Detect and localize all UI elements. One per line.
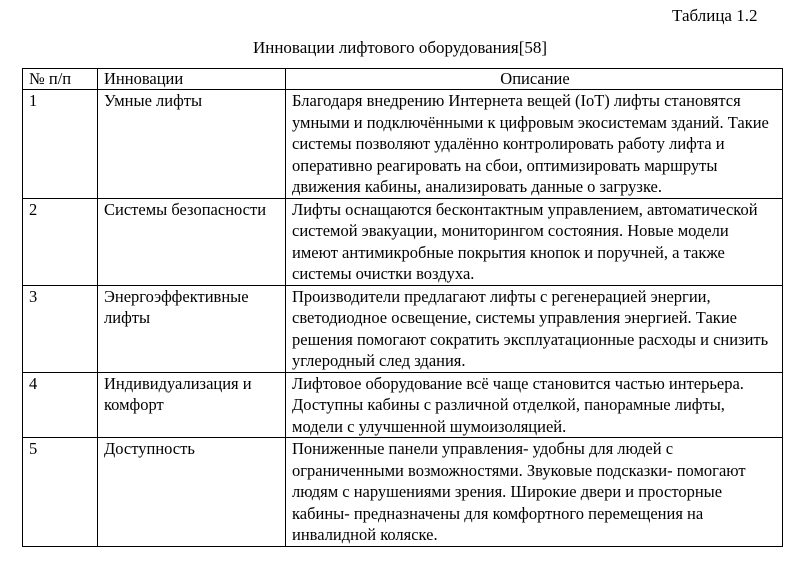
row-number: 4 xyxy=(23,372,98,438)
row-number: 5 xyxy=(23,438,98,547)
innovation-description: Пониженные панели управления- удобны для людей с ограниченными возможностями. Звуковые подсказки- помогают людям с нарушениями зрения. Широкие двери и просторные кабины- предназначены для комфортного перемещения на инвалидной коляске. xyxy=(286,438,783,547)
table-row xyxy=(23,198,783,285)
row-number: 3 xyxy=(23,285,98,372)
innovation-name: Системы безопасности xyxy=(98,198,286,285)
innovation-name: Энергоэффективные лифты xyxy=(98,285,286,372)
innovations-table xyxy=(22,68,783,547)
row-number: 2 xyxy=(23,198,98,285)
column-header-description: Описание xyxy=(286,69,783,90)
row-number: 1 xyxy=(23,90,98,199)
table-header-row xyxy=(23,69,783,90)
innovation-description: Лифты оснащаются бесконтактным управлением, автоматической системой эвакуации, мониторингом состояния. Новые модели имеют антимикробные покрытия кнопок и поручней, а также системы очистки воздуха. xyxy=(286,198,783,285)
table-row xyxy=(23,90,783,199)
innovation-description: Благодаря внедрению Интернета вещей (IoT) лифты становятся умными и подключёнными к цифровым экосистемам зданий. Такие системы позволяют удалённо контролировать работу лифта и оперативно реагировать на сбои, оптимизировать маршруты движения кабины, анализировать данные о загрузке. xyxy=(286,90,783,199)
innovation-description: Производители предлагают лифты с регенерацией энергии, светодиодное освещение, системы управления энергией. Такие решения помогают сократить эксплуатационные расходы и снизить углеродный след здания. xyxy=(286,285,783,372)
table-number: Таблица 1.2 xyxy=(672,6,758,25)
table-row xyxy=(23,438,783,547)
innovation-description: Лифтовое оборудование всё чаще становится частью интерьера. Доступны кабины с различной отделкой, панорамные лифты, модели с улучшенной шумоизоляцией. xyxy=(286,372,783,438)
column-header-innovation: Инновации xyxy=(98,69,286,90)
innovation-name: Доступность xyxy=(98,438,286,547)
column-header-number: № п/п xyxy=(23,69,98,90)
innovation-name: Индивидуализация и комфорт xyxy=(98,372,286,438)
table-title: Инновации лифтового оборудования[58] xyxy=(252,38,548,57)
table-row xyxy=(23,372,783,438)
innovation-name: Умные лифты xyxy=(98,90,286,199)
table-row xyxy=(23,285,783,372)
